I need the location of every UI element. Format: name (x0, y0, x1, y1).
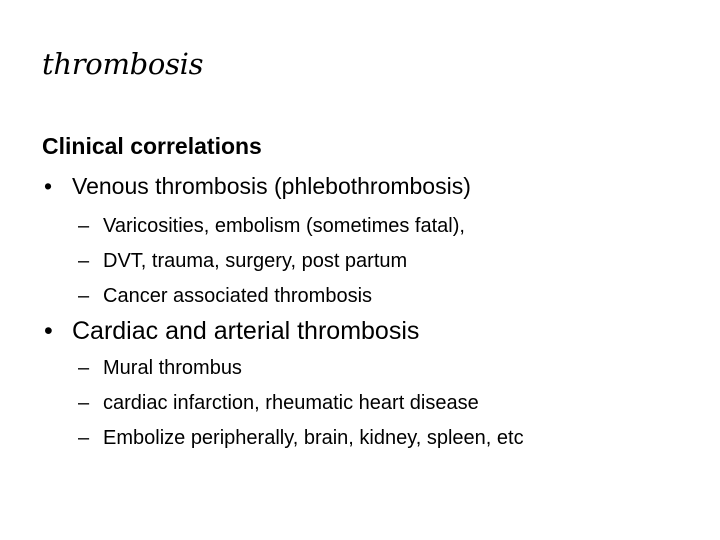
sub-item-text: Cancer associated thrombosis (103, 285, 373, 307)
bullet-label: Venous thrombosis (phlebothrombosis) (72, 173, 471, 199)
dash-marker: – (78, 427, 90, 449)
sub-item-text: Embolize peripherally, brain, kidney, spleen, etc (103, 427, 524, 449)
dash-marker: – (78, 215, 90, 237)
dash-marker: – (78, 285, 90, 307)
dash-marker: – (78, 250, 90, 272)
bullet-label: Cardiac and arterial thrombosis (72, 317, 420, 345)
sub-list-item (78, 209, 465, 244)
sub-item-text: cardiac infarction, rheumatic heart disease (103, 392, 479, 414)
dash-marker: – (78, 357, 90, 379)
sub-item-text: Mural thrombus (103, 357, 242, 379)
sub-list-item (78, 244, 465, 279)
sub-item-text: DVT, trauma, surgery, post partum (103, 250, 408, 272)
sub-list-item (78, 386, 524, 421)
bullet-marker: • (44, 173, 53, 199)
slide-title: thrombosis (42, 47, 204, 81)
venous-thrombosis-sub-list (78, 209, 465, 314)
section-heading: Clinical correlations (42, 133, 262, 159)
dash-marker: – (78, 392, 90, 414)
sub-list-item (78, 421, 524, 456)
bullet-venous-thrombosis (44, 171, 471, 201)
cardiac-thrombosis-sub-list (78, 351, 524, 456)
sub-list-item (78, 351, 524, 386)
sub-item-text: Varicosities, embolism (sometimes fatal), (103, 215, 465, 237)
sub-list-item (78, 279, 465, 314)
bullet-marker: • (44, 317, 53, 345)
bullet-cardiac-arterial-thrombosis (44, 316, 419, 346)
